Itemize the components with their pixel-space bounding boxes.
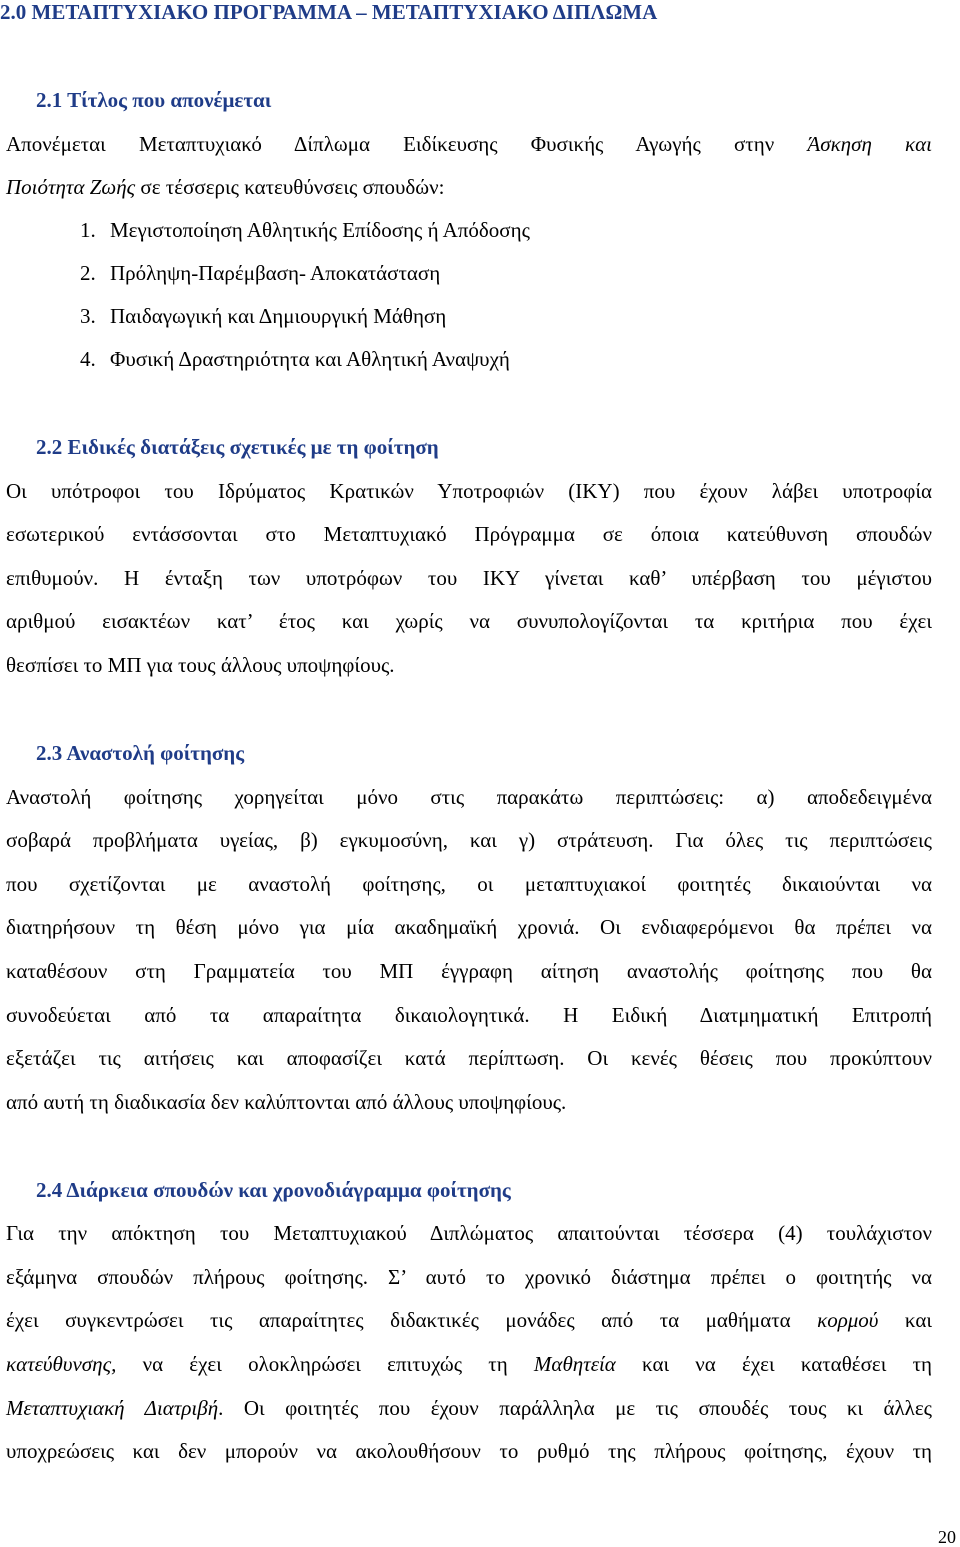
paragraph-line: Για την απόκτηση του Μεταπτυχιακού Διπλώματος απαιτούνται τέσσερα (4) τουλάχιστον — [6, 1221, 932, 1245]
list-number: 2. — [80, 261, 96, 285]
heading-2-4: 2.4 Διάρκεια σπουδών και χρονοδιάγραμμα φοίτησης — [36, 1178, 511, 1202]
paragraph-line — [6, 173, 932, 201]
text-run: και — [878, 1308, 932, 1332]
paragraph-line — [6, 1306, 932, 1334]
paragraph-line: θεσπίσει το ΜΠ για τους άλλους υποψηφίους. — [6, 653, 395, 677]
list-number: 1. — [80, 218, 96, 242]
italic-run: κορμού — [817, 1308, 879, 1332]
paragraph-line — [6, 1350, 932, 1378]
text-run: Απονέμεται Μεταπτυχιακό Δίπλωμα Ειδίκευσης Φυσικής Αγωγής στην — [6, 132, 808, 156]
text-run: . Οι φοιτητές που έχουν παράλληλα με τις σπουδές τους κι άλλες — [218, 1396, 932, 1420]
text-run: να έχει ολοκληρώσει επιτυχώς τη — [116, 1352, 534, 1376]
heading-2-3: 2.3 Αναστολή φοίτησης — [36, 741, 245, 765]
paragraph-line: Αναστολή φοίτησης χορηγείται μόνο στις παρακάτω περιπτώσεις: α) αποδεδειγμένα — [6, 785, 932, 809]
paragraph-line: καταθέσουν στη Γραμματεία του ΜΠ έγγραφη αίτηση αναστολής φοίτησης που θα — [6, 959, 932, 983]
list-text: Μεγιστοποίηση Αθλητικής Επίδοσης ή Απόδοσης — [110, 218, 530, 242]
text-run: έχει συγκεντρώσει τις απαραίτητες διδακτικές μονάδες από τα μαθήματα — [6, 1308, 818, 1332]
italic-run: κατεύθυνσης, — [6, 1352, 117, 1376]
page-number: 20 — [938, 1527, 956, 1547]
paragraph-line: υποχρεώσεις και δεν μπορούν να ακολουθήσουν το ρυθμό της πλήρους φοίτησης, έχουν τη — [6, 1439, 932, 1463]
text-run: και να έχει καταθέσει τη — [615, 1352, 932, 1376]
section-title: 2.0 ΜΕΤΑΠΤΥΧΙΑΚΟ ΠΡΟΓΡΑΜΜΑ – ΜΕΤΑΠΤΥΧΙΑΚΟ ΔΙΠΛΩΜΑ — [0, 0, 658, 24]
heading-2-2: 2.2 Ειδικές διατάξεις σχετικές με τη φοίτηση — [36, 435, 439, 459]
list-text: Πρόληψη-Παρέμβαση- Αποκατάσταση — [110, 261, 441, 285]
italic-run: Ποιότητα Ζωής — [6, 175, 136, 199]
paragraph-line: επιθυμούν. Η ένταξη των υποτρόφων του ΙΚΥ γίνεται καθ’ υπέρβαση του μέγιστου — [6, 566, 932, 590]
paragraph-line: εσωτερικού εντάσσονται στο Μεταπτυχιακό Πρόγραμμα σε όποια κατεύθυνση σπουδών — [6, 522, 932, 546]
paragraph-line: εξετάζει τις αιτήσεις και αποφασίζει κατά περίπτωση. Οι κενές θέσεις που προκύπτουν — [6, 1046, 932, 1070]
italic-run: Μεταπτυχιακή Διατριβή — [6, 1396, 219, 1420]
paragraph-line — [6, 130, 932, 158]
list-item — [80, 216, 530, 244]
list-text: Φυσική Δραστηριότητα και Αθλητική Αναψυχή — [110, 347, 510, 371]
list-item — [80, 302, 446, 330]
list-number: 4. — [80, 347, 96, 371]
paragraph-line: Οι υπότροφοι του Ιδρύματος Κρατικών Υποτροφιών (ΙΚΥ) που έχουν λάβει υποτροφία — [6, 479, 932, 503]
list-text: Παιδαγωγική και Δημιουργική Μάθηση — [110, 304, 447, 328]
text-run: σε τέσσερις κατευθύνσεις σπουδών: — [135, 175, 445, 199]
paragraph-line: διατηρήσουν τη θέση μόνο για μία ακαδημαϊκή χρονιά. Οι ενδιαφερόμενοι θα πρέπει να — [6, 915, 932, 939]
paragraph-line: από αυτή τη διαδικασία δεν καλύπτονται από άλλους υποψηφίους. — [6, 1090, 567, 1114]
list-item — [80, 345, 510, 373]
italic-run: Μαθητεία — [533, 1352, 616, 1376]
paragraph-line: συνοδεύεται από τα απαραίτητα δικαιολογητικά. Η Ειδική Διατμηματική Επιτροπή — [6, 1003, 932, 1027]
paragraph-line: σοβαρά προβλήματα υγείας, β) εγκυμοσύνη, και γ) στράτευση. Για όλες τις περιπτώσεις — [6, 828, 932, 852]
paragraph-line: αριθμού εισακτέων κατ’ έτος και χωρίς να συνυπολογίζονται τα κριτήρια που έχει — [6, 609, 932, 633]
paragraph-line: που σχετίζονται με αναστολή φοίτησης, οι μεταπτυχιακοί φοιτητές δικαιούνται να — [6, 872, 932, 896]
paragraph-line — [6, 1394, 932, 1422]
italic-run: Άσκηση και — [807, 132, 932, 156]
list-number: 3. — [80, 304, 96, 328]
heading-2-1: 2.1 Τίτλος που απονέμεται — [36, 88, 272, 112]
paragraph-line: εξάμηνα σπουδών πλήρους φοίτησης. Σ’ αυτό το χρονικό διάστημα πρέπει ο φοιτητής να — [6, 1265, 932, 1289]
list-item — [80, 259, 440, 287]
